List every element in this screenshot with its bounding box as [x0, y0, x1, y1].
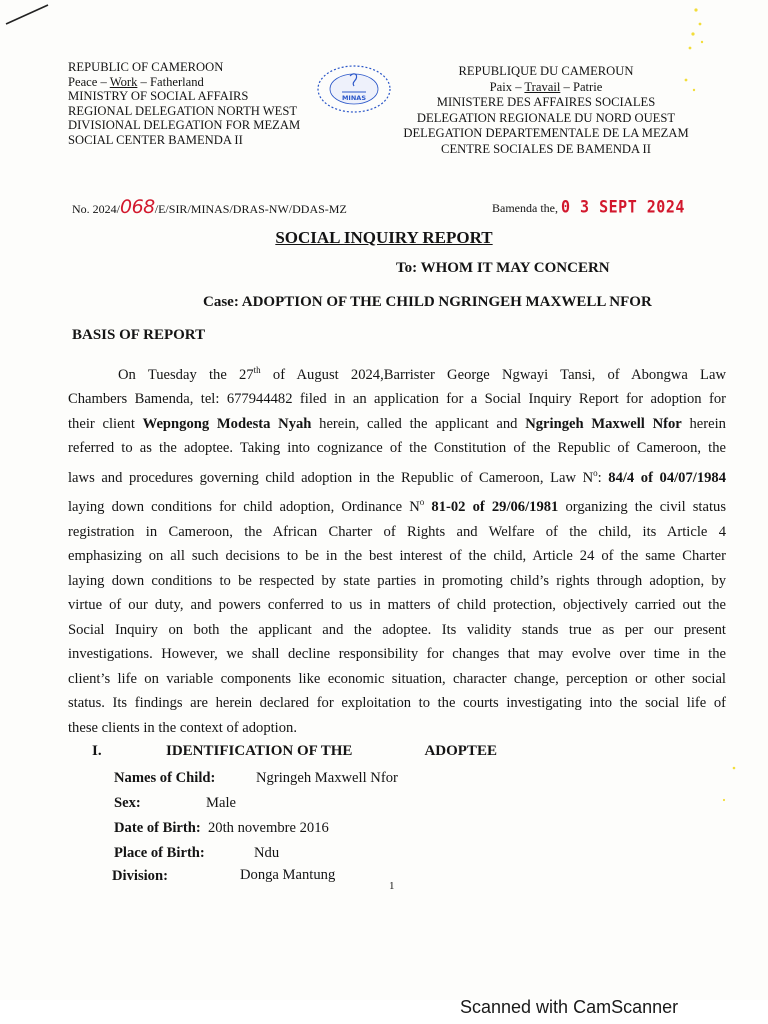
addressee-line: To: WHOM IT MAY CONCERN: [396, 260, 610, 276]
header-line: SOCIAL CENTER BAMENDA II: [68, 132, 243, 147]
law-reference: 84/4 of 04/07/1984: [608, 469, 727, 486]
ref-prefix: No. 2024/: [72, 202, 120, 216]
document-title: SOCIAL INQUIRY REPORT: [275, 228, 493, 247]
text-run: laws and procedures governing child adoption in the Republic of Cameroon, Law N: [68, 469, 594, 486]
field-label-division: Division:: [112, 868, 168, 884]
section-heading-basis: BASIS OF REPORT: [72, 327, 206, 343]
section-number: I.: [92, 743, 102, 759]
motto-part: Travail: [524, 79, 561, 94]
paragraph-line: client’s life on variable components like economic situation, character change, perception or other social: [68, 670, 726, 687]
place-label: Bamenda the,: [492, 201, 558, 215]
paragraph-line: [68, 461, 726, 490]
paragraph-line: these clients in the context of adoption.: [68, 719, 297, 736]
place-and-date: [492, 198, 685, 216]
basis-paragraph: [68, 358, 726, 740]
text-run: organizing the civil status: [558, 499, 726, 516]
paragraph-line: registration in Cameroon, the African Charter of Rights and Welfare of the child, its Article 4: [68, 523, 726, 540]
pen-stroke-mark: [4, 2, 50, 28]
superscript: o: [593, 467, 598, 478]
text-run: :: [597, 469, 609, 486]
field-label-birthplace: Place of Birth:: [114, 845, 205, 861]
header-line: DIVISIONAL DELEGATION FOR MEZAM: [68, 118, 301, 133]
field-value-birthplace: Ndu: [254, 845, 280, 861]
paragraph-line: status. Its findings are herein declared for exploitation to the courts investigating into the social life of: [68, 695, 726, 712]
superscript: th: [253, 365, 261, 375]
field-label-sex: Sex:: [114, 795, 141, 811]
motto-part: Paix –: [489, 79, 525, 94]
field-value-sex: Male: [206, 795, 236, 811]
section-title-part: IDENTIFICATION OF THE: [166, 743, 353, 759]
motto-part: – Patrie: [560, 79, 603, 94]
paragraph-line: laying down conditions to be respected by state parties in promoting child’s rights through adoption, by: [68, 572, 726, 589]
header-motto: [386, 80, 706, 96]
header-line: REPUBLIQUE DU CAMEROUN: [458, 64, 634, 78]
paragraph-line: referred to as the adoptee. Taking into cognizance of the Constitution of the Republic of Cameroon, the: [68, 440, 726, 457]
applicant-name: Wepngong Modesta Nyah: [142, 415, 312, 432]
superscript: o: [419, 497, 425, 508]
adoptee-name: Ngringeh Maxwell Nfor: [525, 415, 682, 432]
ref-handwritten-number: 068: [120, 196, 155, 218]
field-label-dob: Date of Birth:: [114, 820, 201, 836]
text-run: herein: [681, 415, 726, 432]
text-run: herein, called the applicant and: [311, 415, 526, 432]
text-run: On Tuesday the 27: [118, 366, 254, 383]
section-title-part: ADOPTEE: [424, 743, 497, 759]
text-run: their client: [68, 415, 143, 432]
scanner-watermark: Scanned with CamScanner: [460, 997, 679, 1017]
section-title: [166, 743, 497, 760]
paragraph-line: emphasizing on all such decisions to be in the best interest of the child, Article 24 of the same Charter: [68, 548, 726, 565]
paragraph-line: [68, 490, 726, 519]
yellow-marker-dots: [684, 4, 744, 64]
header-line: REGIONAL DELEGATION NORTH WEST: [68, 103, 298, 118]
header-line: DELEGATION DEPARTEMENTALE DE LA MEZAM: [403, 126, 689, 141]
paragraph-line: investigations. However, we shall decline responsibility for changes that may evolve over time in the: [68, 646, 726, 663]
text-run: of August 2024,Barrister George Ngwayi Tansi, of Abongwa Law: [260, 366, 726, 383]
date-stamp: 0 3 SEPT 2024: [560, 196, 685, 218]
header-line: MINISTERE DES AFFAIRES SOCIALES: [436, 95, 656, 110]
field-value-division: Donga Mantung: [240, 867, 336, 883]
seal-text: MINAS: [341, 94, 367, 102]
case-line: Case: ADOPTION OF THE CHILD NGRINGEH MAXWELL NFOR: [203, 294, 652, 310]
header-line: MINISTRY OF SOCIAL AFFAIRS: [68, 89, 249, 104]
field-label-name: Names of Child:: [114, 770, 216, 786]
header-line: CENTRE SOCIALES DE BAMENDA II: [441, 141, 651, 156]
field-value-name: Ngringeh Maxwell Nfor: [256, 770, 398, 786]
header-line: DELEGATION REGIONALE DU NORD OUEST: [416, 110, 676, 125]
paragraph-line: [68, 412, 726, 437]
motto-part: Peace –: [68, 74, 110, 89]
paragraph-line: [68, 358, 726, 387]
motto-part: – Fatherland: [137, 74, 204, 89]
field-value-dob: 20th novembre 2016: [208, 820, 329, 836]
motto-part: Work: [109, 74, 138, 89]
ministry-seal-icon: [314, 62, 394, 116]
text-run: laying down conditions for child adoption, Ordinance N: [68, 499, 420, 516]
reference-number: [72, 196, 347, 218]
paragraph-line: Social Inquiry on both the applicant and the adoptee. Its validity stands true as per our present: [68, 621, 726, 638]
paragraph-line: virtue of our duty, and powers conferred to us in matters of child protection, objectively carried out the: [68, 597, 726, 614]
page-number: 1: [389, 880, 395, 892]
yellow-marker-dots: [720, 760, 768, 820]
ref-suffix: /E/SIR/MINAS/DRAS-NW/DDAS-MZ: [154, 202, 347, 216]
ordinance-reference: 81-02 of 29/06/1981: [431, 499, 559, 516]
paragraph-line: Chambers Bamenda, tel: 677944482 filed in an application for a Social Inquiry Report for adoption for: [68, 391, 726, 408]
header-line: REPUBLIC OF CAMEROON: [68, 60, 224, 74]
header-right-french: [386, 64, 706, 158]
